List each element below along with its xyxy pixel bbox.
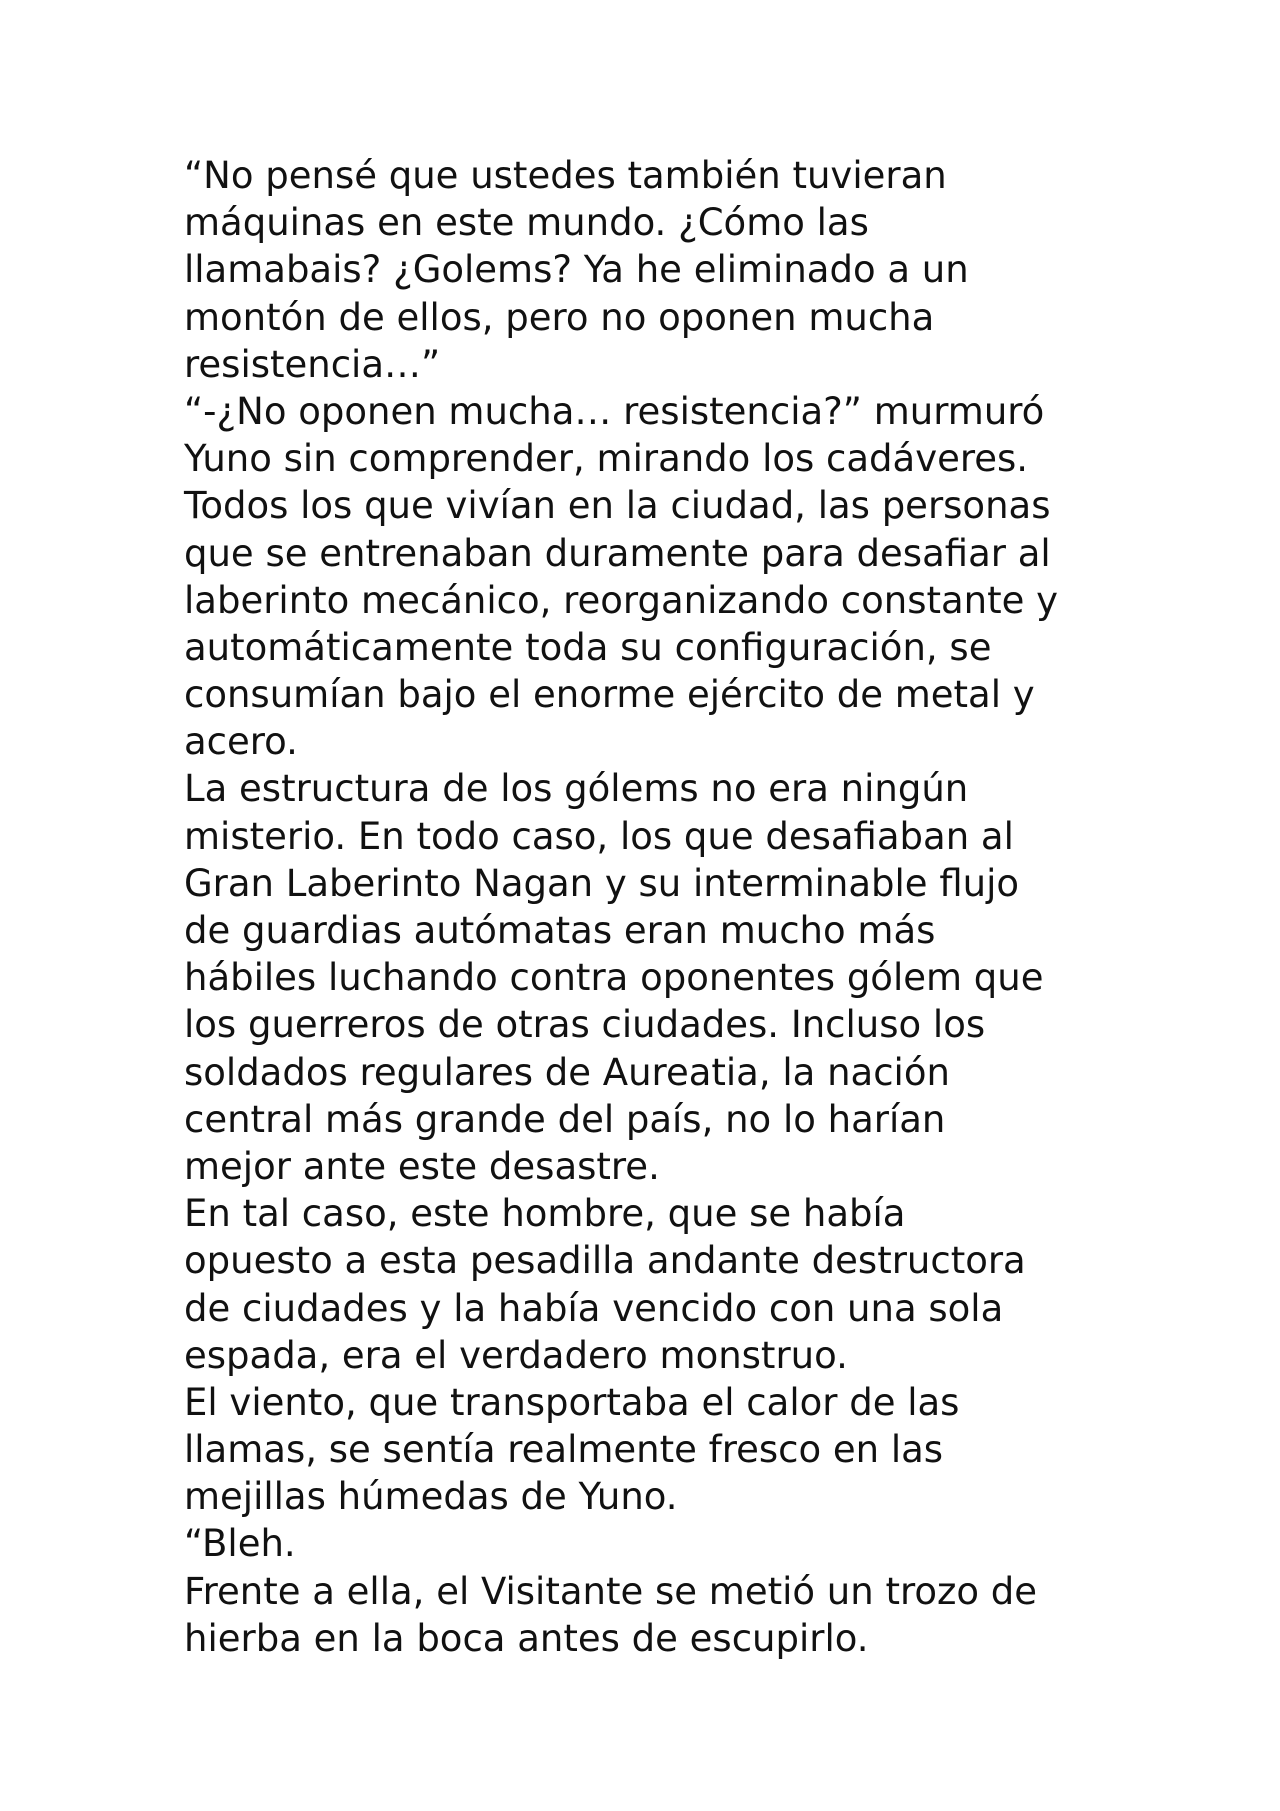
text-line: El viento, que transportaba el calor de las	[184, 1380, 960, 1424]
text-line: automáticamente toda su configuración, se	[184, 625, 992, 669]
text-line: La estructura de los gólems no era ningún	[184, 767, 969, 811]
text-line: En tal caso, este hombre, que se había	[184, 1192, 906, 1236]
text-line: espada, era el verdadero monstruo.	[184, 1333, 848, 1377]
text-line: que se entrenaban duramente para desafiar al	[184, 531, 1051, 575]
text-line: mejillas húmedas de Yuno.	[184, 1475, 678, 1519]
text-line: “-¿No oponen mucha… resistencia?” murmuró	[184, 389, 1045, 433]
text-line: llamas, se sentía realmente fresco en las	[184, 1428, 944, 1472]
text-line: soldados regulares de Aureatia, la nación	[184, 1050, 950, 1094]
text-line: de ciudades y la había vencido con una sola	[184, 1286, 1004, 1330]
text-line: resistencia…”	[184, 342, 441, 386]
text-line: montón de ellos, pero no oponen mucha	[184, 295, 935, 339]
text-line: misterio. En todo caso, los que desafiaban al	[184, 814, 1014, 858]
text-line: los guerreros de otras ciudades. Incluso los	[184, 1003, 986, 1047]
text-line: “No pensé que ustedes también tuvieran	[184, 154, 947, 197]
text-line: hierba en la boca antes de escupirlo.	[184, 1616, 869, 1660]
text-line: opuesto a esta pesadilla andante destructora	[184, 1239, 1026, 1283]
body-text	[184, 152, 1224, 1662]
text-line: Todos los que vivían en la ciudad, las personas	[184, 484, 1051, 528]
text-line: máquinas en este mundo. ¿Cómo las	[184, 201, 869, 245]
text-line: mejor ante este desastre.	[184, 1144, 660, 1188]
text-line: Frente a ella, el Visitante se metió un trozo de	[184, 1569, 1038, 1613]
text-line: de guardias autómatas eran mucho más	[184, 909, 936, 952]
text-line: consumían bajo el enorme ejército de metal y	[184, 673, 1035, 717]
text-line: Yuno sin comprender, mirando los cadáveres.	[184, 437, 1029, 481]
text-line: llamabais? ¿Golems? Ya he eliminado a un	[184, 248, 969, 292]
text-line: acero.	[184, 720, 298, 764]
text-line: central más grande del país, no lo harían	[184, 1097, 946, 1141]
text-line: laberinto mecánico, reorganizando constante y	[184, 578, 1059, 622]
text-line: “Bleh.	[184, 1522, 296, 1566]
text-line: hábiles luchando contra oponentes gólem que	[184, 956, 1044, 1000]
text-line: Gran Laberinto Nagan y su interminable flujo	[184, 861, 1019, 905]
